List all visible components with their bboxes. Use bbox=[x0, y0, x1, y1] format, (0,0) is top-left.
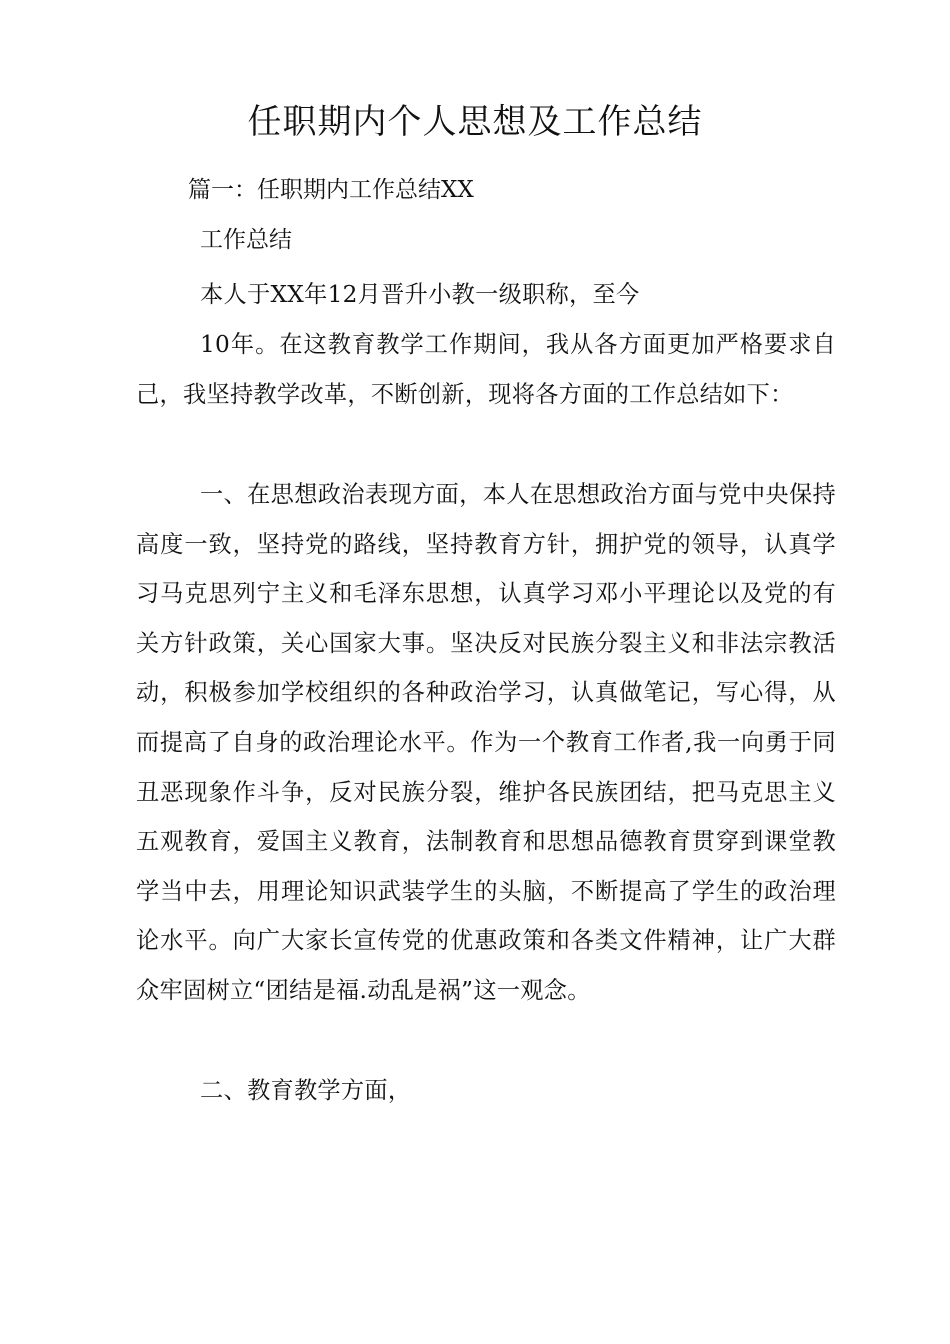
document-title: 任职期内个人思想及工作总结 bbox=[247, 102, 703, 142]
intro-line: 本人于XX年12月晋升小教一级职称，至今 bbox=[200, 281, 640, 308]
section-heading: 篇一：任职期内工作总结XX bbox=[188, 177, 474, 203]
intro-paragraph: 10年。在这教育教学工作期间，我从各方面更加严格要求自己，我坚持教学改革，不断创新，现将各方面的工作总结如下： bbox=[136, 331, 836, 408]
paragraph-political: 一、在思想政治表现方面，本人在思想政治方面与党中央保持高度一致，坚持党的路线，坚持教育方针，拥护党的领导，认真学习马克思列宁主义和毛泽东思想，认真学习邓小平理论以及党的有关方针政策，关心国家大事。坚决反对民族分裂主义和非法宗教活动，积极参加学校组织的各种政治学习，认真做笔记，写心得，从而提高了自身的政治理论水平。作为一个教育工作者,我一向勇于同丑恶现象作斗争，反对民族分裂，维护各民族团结，把马克思主义五观教育，爱国主义教育，法制教育和思想品德教育贯穿到课堂教学当中去，用理论知识武装学生的头脑，不断提高了学生的政治理论水平。向广大家长宣传党的优惠政策和各类文件精神，让广大群众牢固树立“团结是福.动乱是祸”这一观念。 bbox=[136, 481, 836, 1004]
paragraph-teaching: 二、教育教学方面， bbox=[200, 1077, 412, 1104]
sub-heading: 工作总结 bbox=[200, 227, 292, 253]
